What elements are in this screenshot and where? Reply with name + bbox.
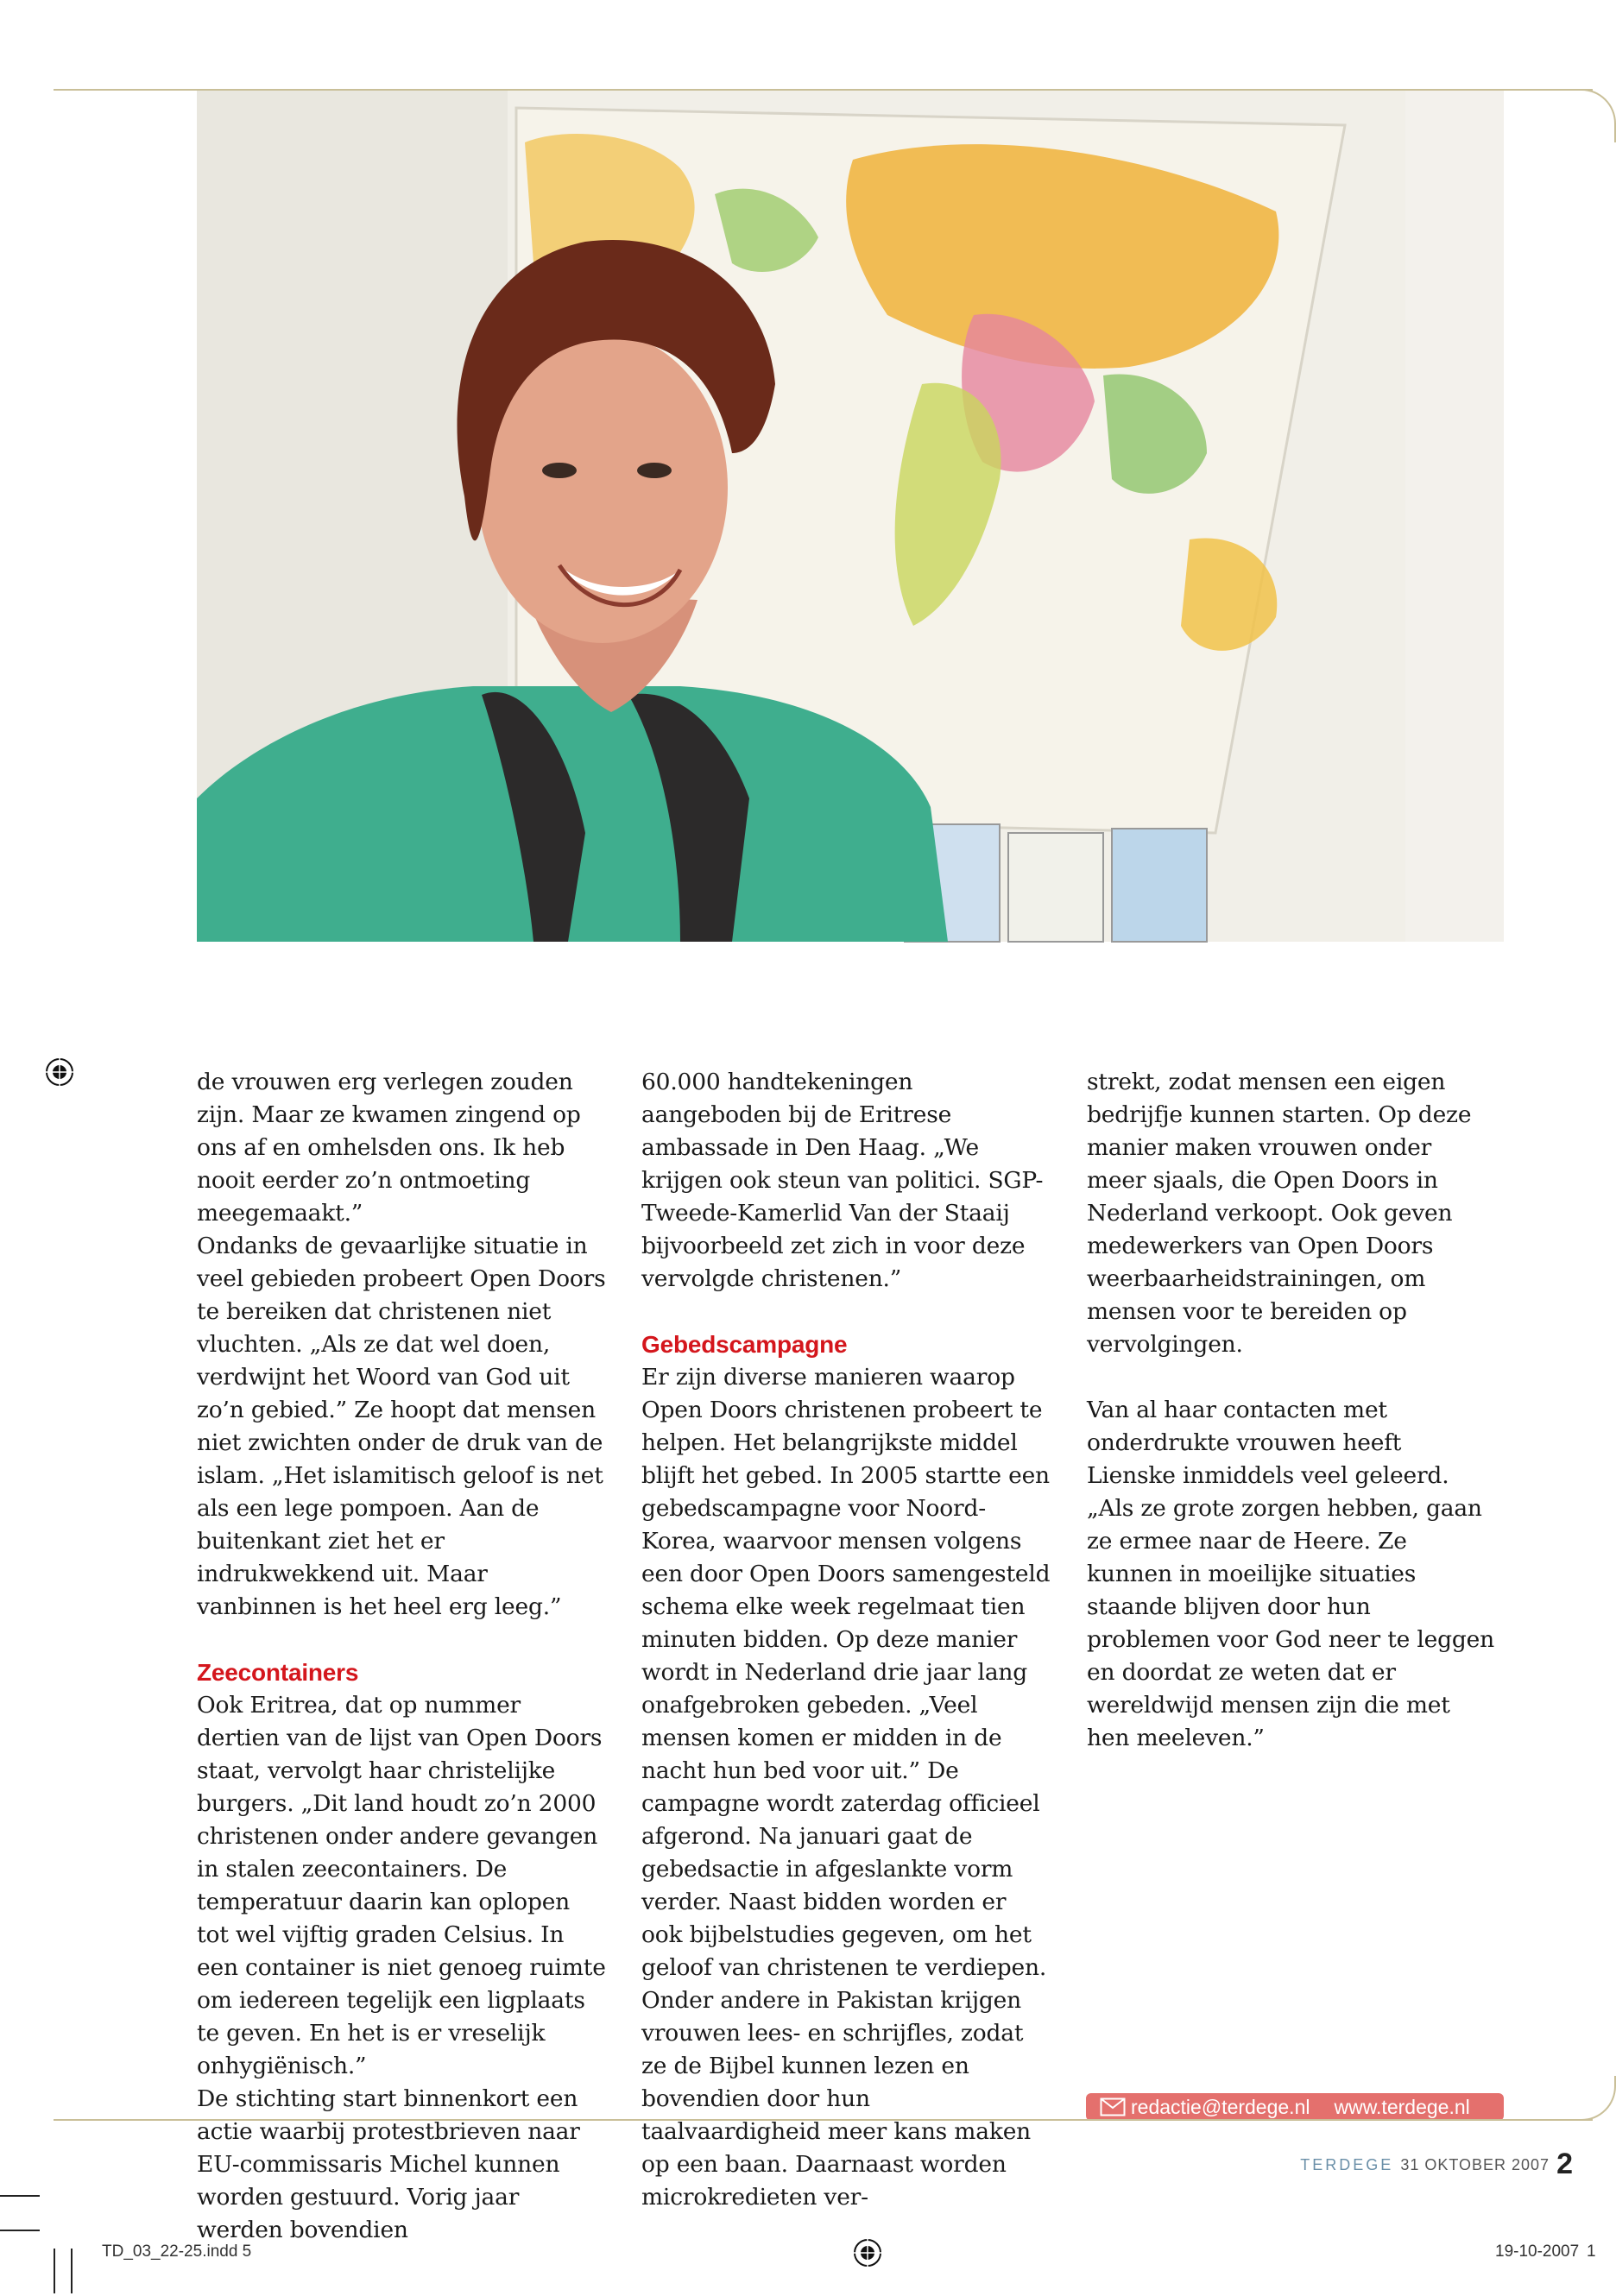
portrait-photo bbox=[197, 91, 1504, 942]
paragraph: strekt, zodat mensen een eigen bedrijfje kunnen starten. Op deze manier maken vrouwen onder meer sjaals, die Open Doors in Nederland verkoopt. Ook geven medewerkers van Open Doors weerbaarheidstrainingen, om mensen voor te bereiden op vervolgingen. bbox=[1087, 1069, 1472, 1358]
envelope-icon bbox=[1100, 2097, 1126, 2116]
paragraph: De stichting start binnenkort een actie waarbij protestbrieven naar EU-commissaris Michel kunnen worden gestuurd. Vorig jaar werden bovendien bbox=[197, 2085, 580, 2243]
paragraph: Er zijn diverse manieren waarop Open Doors christenen probeert te helpen. Het belangrijkste middel blijft het gebed. In 2005 startte een gebedscampagne voor Noord-Korea, waarvoor mensen volgens een door Open Doors samengesteld schema elke week regelmaat tien minuten bidden. Op deze manier wordt in Nederland drie jaar lang onafgebroken gebeden. „Veel mensen komen er midden in de nacht hun bed voor uit.” De campagne wordt zaterdag officieel afgerond. Na januari gaat de gebedsactie in afgeslankte vorm verder. Naast bidden worden er ook bijbelstudies gegeven, om het geloof van christenen te verdiepen. Onder andere in Pakistan krijgen vrouwen lees- en schrijfles, zodat ze de Bijbel kunnen lezen en bovendien door hun taalvaardigheid meer kans maken op een baan. Daarnaast worden microkredieten ver- bbox=[641, 1364, 1051, 2211]
registration-mark-left bbox=[45, 1057, 74, 1087]
issue-date: 31 OKTOBER 2007 bbox=[1400, 2156, 1550, 2173]
slug-date: 19-10-2007 bbox=[1495, 2242, 1580, 2261]
paragraph: Ook Eritrea, dat op nummer dertien van de lijst van Open Doors staat, vervolgt haar christelijke burgers. „Dit land houdt zo’n 2000 christenen onder andere gevangen in stalen zeecontainers. De temperatuur daarin kan oplopen tot wel vijftig graden Celsius. In een container is niet genoeg ruimte om iedereen tegelijk een ligplaats te geven. En het is er vreselijk onhygiënisch.” bbox=[197, 1692, 606, 2079]
folio bbox=[1300, 2148, 1574, 2181]
website-link[interactable]: www.terdege.nl bbox=[1334, 2095, 1470, 2118]
bottom-rule bbox=[54, 2119, 1593, 2121]
page-number: 2 bbox=[1556, 2148, 1574, 2180]
section-heading-zeecontainers: Zeecontainers bbox=[197, 1659, 359, 1686]
article-column-2 bbox=[641, 1066, 1051, 2214]
paragraph: Ondanks de gevaarlijke situatie in veel gebieden probeert Open Doors te bereiken dat christenen niet vluchten. „Als ze dat wel doen, verdwijnt het Woord van God uit zo’n gebied.” Ze hoopt dat mensen niet zwichten onder de druk van de islam. „Het islamitisch geloof is net als een lege pompoen. Aan de buitenkant ziet het er indrukwekkend uit. Maar vanbinnen is het heel erg leeg.” bbox=[197, 1233, 606, 1620]
crop-mark bbox=[54, 2249, 55, 2293]
crop-mark bbox=[0, 2195, 40, 2197]
slug-filename: TD_03_22-25.indd 5 bbox=[102, 2242, 252, 2261]
slug-time-fragment: 1 bbox=[1587, 2242, 1596, 2261]
crop-mark bbox=[0, 2230, 40, 2231]
contact-bar bbox=[1086, 2093, 1504, 2121]
top-rule-curve bbox=[1545, 89, 1616, 142]
magazine-name: TERDEGE bbox=[1300, 2156, 1394, 2173]
section-heading-gebedscampagne: Gebedscampagne bbox=[641, 1331, 848, 1358]
paragraph: 60.000 handtekeningen aangeboden bij de Eritrese ambassade in Den Haag. „We krijgen ook steun van politici. SGP-Tweede-Kamerlid Van der Staaij bijvoorbeeld zet zich in voor deze vervolgde christenen.” bbox=[641, 1069, 1044, 1292]
article-column-3 bbox=[1087, 1066, 1497, 1755]
registration-mark-bottom bbox=[853, 2238, 882, 2268]
paragraph: de vrouwen erg verlegen zouden zijn. Maar ze kwamen zingend op ons af en omhelsden ons. Ik heb nooit eerder zo’n ontmoeting meegemaakt.” bbox=[197, 1069, 581, 1227]
bottom-rule-curve bbox=[1545, 2076, 1616, 2121]
paragraph: Van al haar contacten met onderdrukte vrouwen heeft Lienske inmiddels veel geleerd. „Als ze grote zorgen hebben, gaan ze ermee naar de Heere. Ze kunnen in moeilijke situaties staande blijven door hun problemen voor God neer te leggen en doordat ze weten dat er wereldwijd mensen zijn die met hen meeleven.” bbox=[1087, 1397, 1495, 1751]
email-link[interactable]: redactie@terdege.nl bbox=[1131, 2095, 1310, 2118]
article-column-1 bbox=[197, 1066, 607, 2247]
crop-mark bbox=[71, 2249, 73, 2293]
